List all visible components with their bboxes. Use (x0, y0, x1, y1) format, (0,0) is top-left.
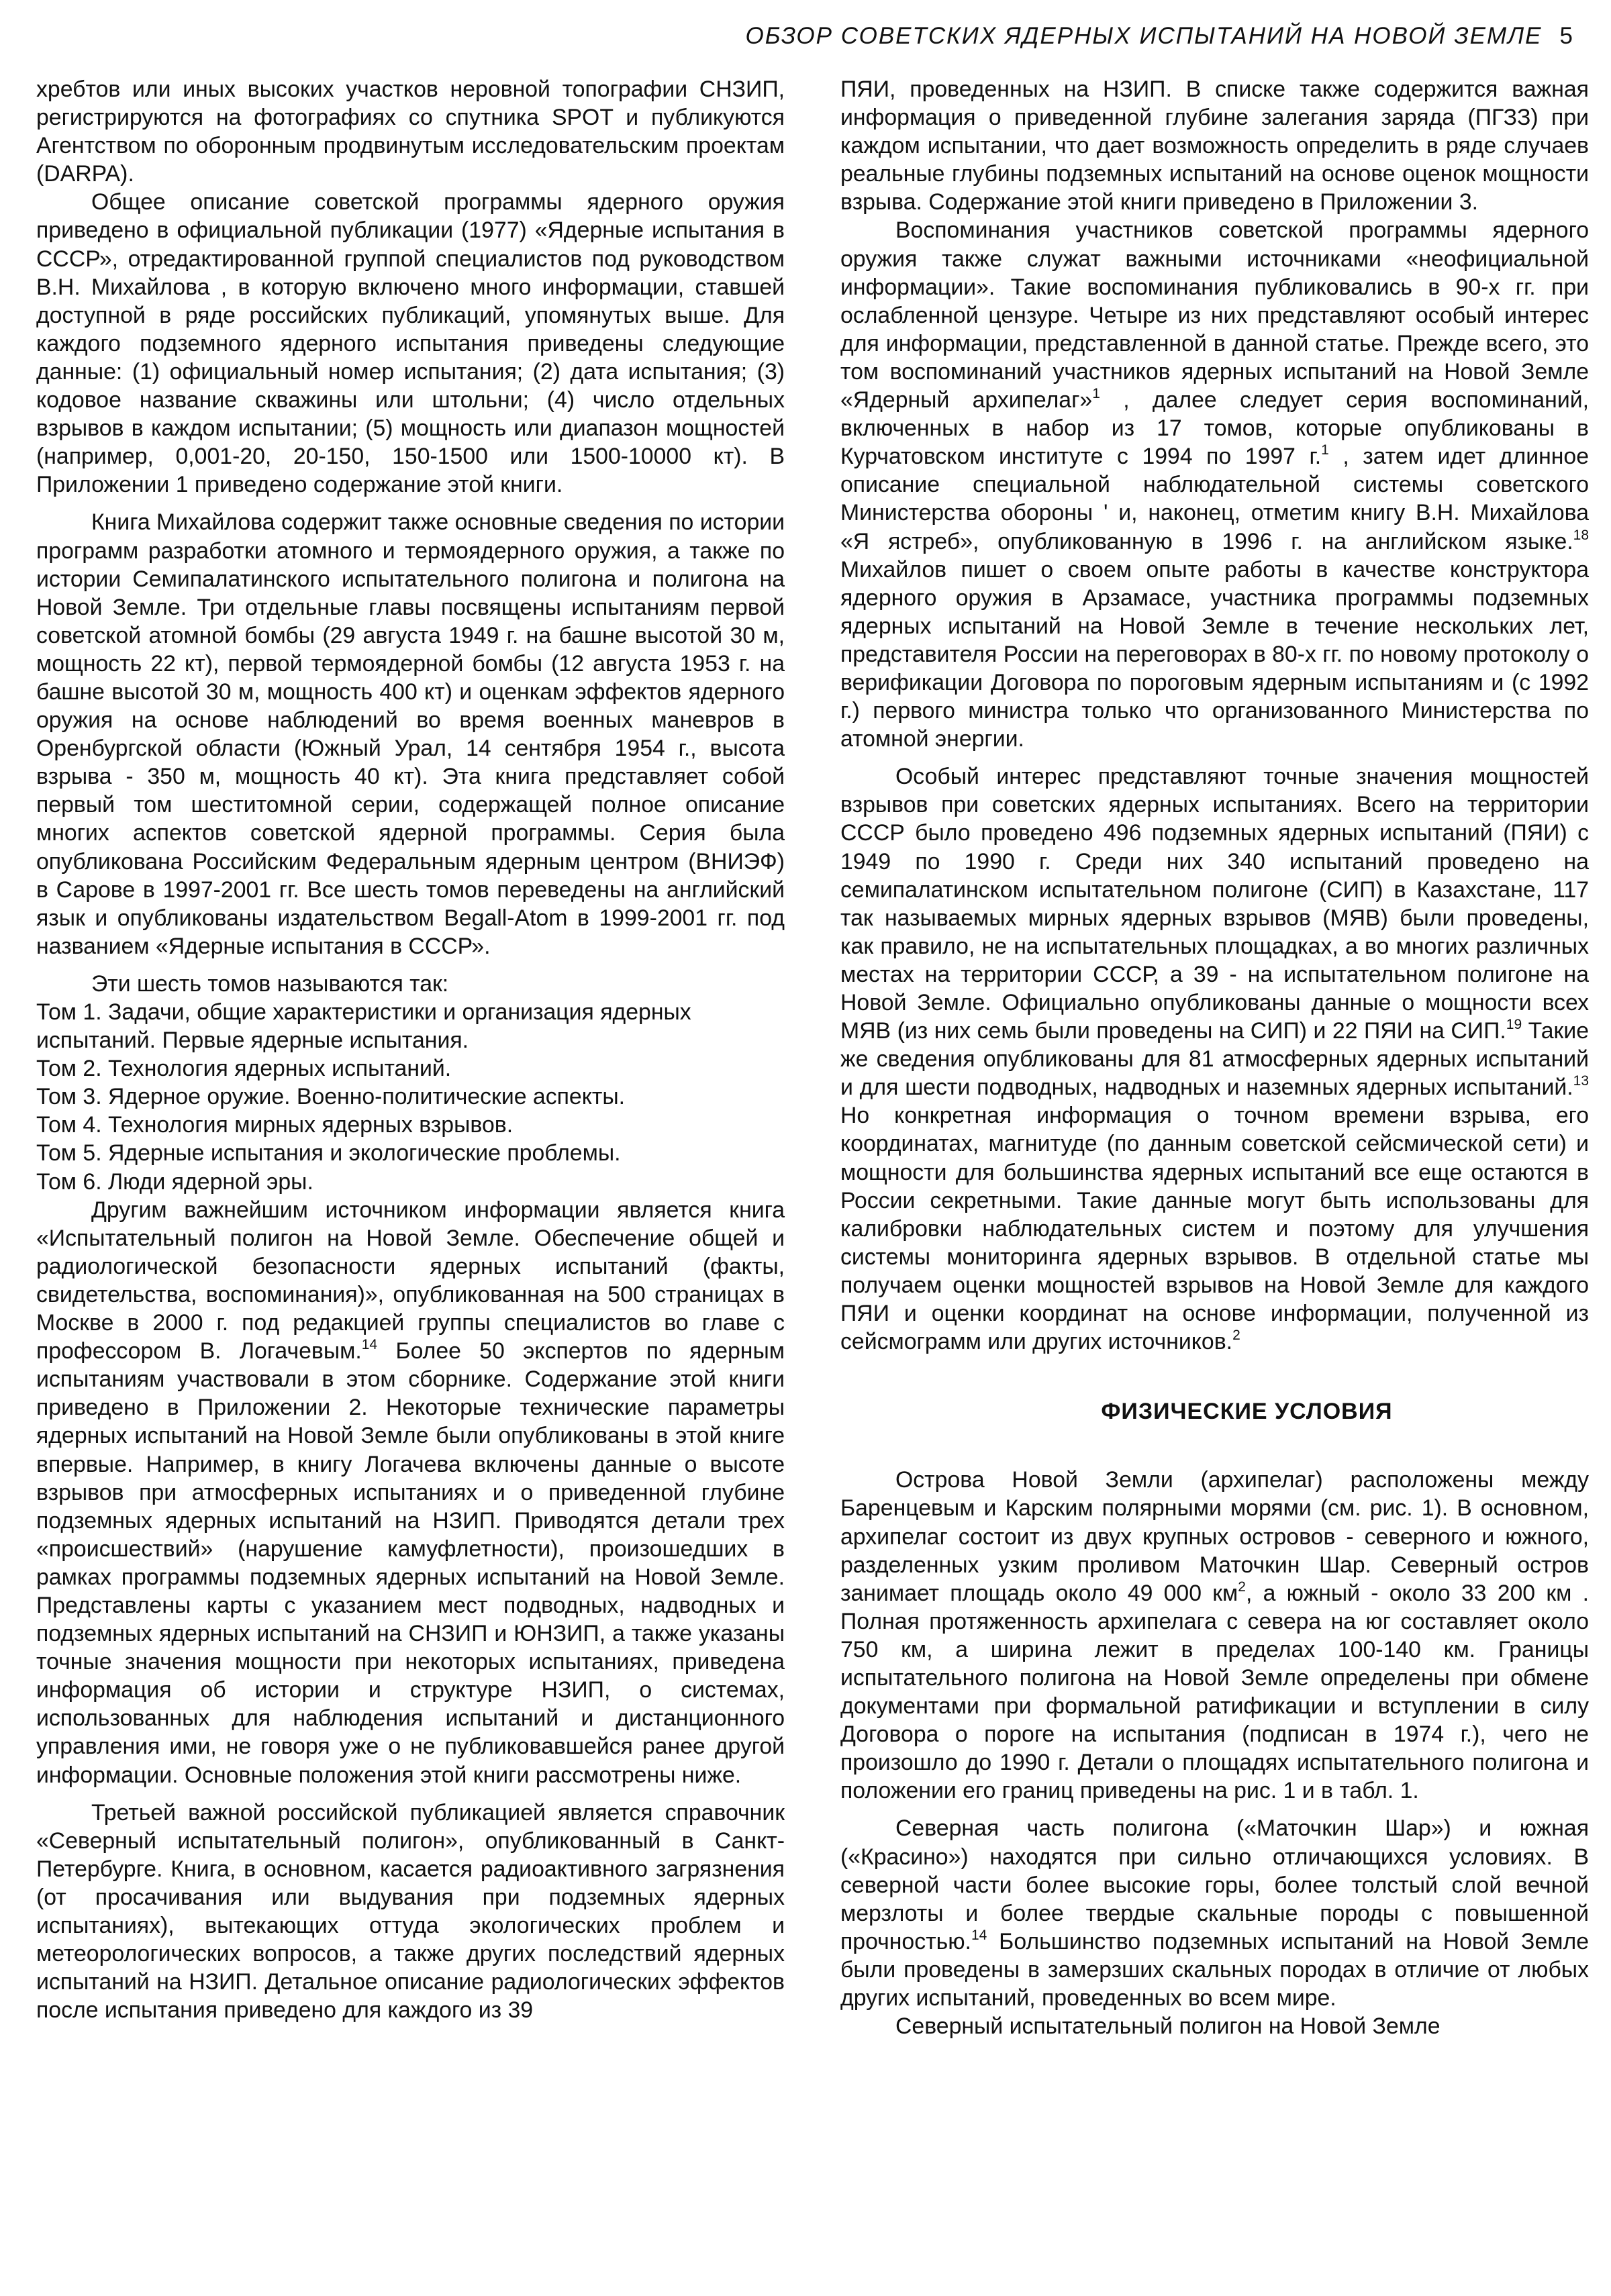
text-run: Михайлов пишет о своем опыте работы в качестве конструктора ядерного оружия в Арзамасе, участника программы подземных ядерных испытаний на Новой Земле в течение нескольких лет, представителя России на переговорах в 80-х гг. по новому протоколу о верификации Договора по пороговым ядерным испытаниям и (с 1992 г.) первого министра только что организованного Министерства по атомной энергии. (840, 556, 1589, 752)
volume-item: Том 2. Технология ядерных испытаний. (36, 1056, 452, 1082)
right-column (840, 75, 1589, 2040)
paragraph: Книга Михайлова содержит также основные сведения по истории программ разработки атомного и термоядерного оружия, а также по истории Семипалатинского испытательного полигона и полигона на Новой Земле. Три отдельные главы посвящены испытаниям первой советской атомной бомбы (29 августа 1949 г. на башне высотой 30 м, мощность 22 кт), первой термоядерной бомбы (12 августа 1953 г. на башне высотой 30 м, мощность 400 кт) и оценкам эффектов ядерного оружия на основе наблюдений во время военных маневров в Оренбургской области (Южный Урал, 14 сентября 1954 г., высота взрыва - 350 м, мощность 40 кт). Эта книга представляет собой первый том шеститомной серии, содержащей полное описание многих аспектов советской ядерной программы. Серия была опубликована Российским Федеральным ядерным центром (ВНИЭФ) в Сарове в 1997-2001 гг. Все шесть томов переведены на английский язык и опубликованы издательством Begall-Atom в 1999-2001 гг. под названием «Ядерные испытания в СССР». (36, 509, 785, 959)
footnote-ref: 1 (1321, 442, 1329, 458)
footnote-ref: 2 (1238, 1579, 1246, 1595)
paragraph: Третьей важной российской публикацией является справочник «Северный испытательный полигон», опубликованный в Санкт-Петербурге. Книга, в основном, касается радиоактивного загрязнения (от просачивания или выдувания при подземных ядерных испытаниях), вытекающих оттуда экологических проблем и метеорологических вопросов, а также других последствий ядерных испытаний на НЗИП. Детальное описание радиологических эффектов после испытания приведено для каждого из 39 (36, 1799, 785, 2024)
paragraph (840, 1814, 1589, 2012)
text-run: , а южный - около 33 200 км . Полная протяженность архипелага с севера на юг составляет около 750 км, а ширина лежит в пределах 100-140 км. Границы испытательного полигона на Новой Земле определены при обмене документами при формальной ратификации и вступлении в силу Договора о пороге на испытания (подписан в 1974 г.), чего не произошло до 1990 г. Детали о площадях испытательного полигона и положении его границ приведены на рис. 1 и в табл. 1. (840, 1580, 1589, 1804)
footnote-ref: 13 (1573, 1073, 1589, 1089)
text-run: Северная часть полигона («Маточкин Шар») и южная («Красино») находятся при сильно отличающихся условиях. В северной части более высокие горы, более толстый слой вечной мерзлоты и более твердые скальные породы с повышенной прочностью. (840, 1815, 1589, 1954)
volume-item: Том 4. Технология мирных ядерных взрывов. (36, 1112, 514, 1138)
footnote-ref: 14 (971, 1927, 987, 1943)
footnote-ref: 19 (1506, 1017, 1522, 1033)
paragraph: ПЯИ, проведенных на НЗИП. В списке также содержится важная информация о приведенной глубине залегания заряда (ПГЗЗ) при каждом испытании, что дает возможность определить в ряде случаев реальные глубины подземных испытаний на основе оценок мощности взрыва. Содержание этой книги приведено в Приложении 3. (840, 77, 1589, 215)
text-run: Воспоминания участников советской программы ядерного оружия также служат важными источниками «неофициальной информации». Такие воспоминания публиковались в 90-х гг. при ослабленной цензуре. Четыре из них представляют особый интерес для информации, представленной в данной статье. Прежде всего, это том воспоминаний участников ядерных испытаний на Новой Земле «Ядерный архипелаг» (840, 217, 1589, 413)
text-run: Но конкретная информация о точном времени взрыва, его координатах, магнитуде (по данным советской сейсмической сети) и мощности для большинства ядерных испытаний все еще остаются в России секретными. Такие данные могут быть использованы для калибровки наблюдательных систем и поэтому для улучшения системы мониторинга ядерных взрывов. В отдельной статье мы получаем оценки мощностей взрывов на Новой Земле для каждого ПЯИ и оценки координат на основе информации, полученной из сейсмограмм или других источников. (840, 1103, 1589, 1355)
text-run: Другим важнейшим источником информации является книга «Испытательный полигон на Новой Земле. Обеспечение общей и радиологической безопасности ядерных испытаний (факты, свидетельства, воспоминания)», опубликованная на 500 страницах в Москве в 2000 г. под редакцией группы специалистов во главе с профессором В. Логачевым. (36, 1197, 785, 1364)
left-column (36, 75, 785, 2024)
paragraph (840, 762, 1589, 1356)
paragraph (840, 1466, 1589, 1805)
running-header (745, 23, 1574, 50)
paragraph: Общее описание советской программы ядерного оружия приведено в официальной публикации (1977) «Ядерные испытания в СССР», отредактированной группой специалистов под руководством В.Н. Михайлова , в которую включено много информации, ставшей доступной в ряде российских публикаций, упомянутых выше. Для каждого подземного ядерного испытания приведены следующие данные: (1) официальный номер испытания; (2) дата испытания; (3) кодовое название скважины или штольни; (4) число отдельных взрывов в каждом испытании; (5) мощность или диапазон мощностей (например, 0,001-20, 20-150, 150-1500 или 1500-10000 кт). В Приложении 1 приведено содержание этой книги. (36, 189, 785, 498)
text-run: , затем идет длинное описание специальной наблюдательной системы советского Министерства обороны ' и, наконец, отметим книгу В.Н. Михайлова «Я ястреб», опубликованную в 1996 г. на английском языке. (840, 444, 1589, 554)
volume-item: Том 1. Задачи, общие характеристики и организация ядерных испытаний. Первые ядерные испытания. (36, 999, 691, 1054)
text-run: Более 50 экспертов по ядерным испытаниям участвовали в этом сборнике. Содержание этой книги приведено в Приложении 2. Некоторые технические параметры ядерных испытаний на Новой Земле были опубликованы в этой книге впервые. Например, в книгу Логачева включены данные о высоте взрывов при атмосферных испытаниях и о приведенной глубине подземных ядерных испытаний на НЗИП. Приводятся детали трех «происшествий» (нарушение камуфлетности), произошедших в рамках программы подземных ядерных испытаний на Новой Земле. Представлены карты с указанием мест подводных, надводных и подземных ядерных испытаний на СНЗИП и ЮНЗИП, а также указаны точные значения мощности при некоторых испытаниях, приведена информация об истории и структуре НЗИП, о системах, использованных для наблюдения испытаний и дистанционного управления ими, не говоря уже о не публиковавшейся ранее другой информации. Основные положения этой книги рассмотрены ниже. (36, 1338, 785, 1788)
text-run: Большинство подземных испытаний на Новой Земле были проведены в замерзших скальных породах в отличие от любых других испытаний, проведенных во всем мире. (840, 1928, 1589, 2011)
paragraph (840, 216, 1589, 753)
page-number: 5 (1559, 23, 1574, 49)
footnote-ref: 1 (1092, 386, 1100, 402)
footnote-ref: 18 (1573, 527, 1589, 543)
text-run: Такие же сведения опубликованы для 81 атмосферных ядерных испытаний и для шести подводных, надводных и наземных ядерных испытаний. (840, 1018, 1589, 1101)
section-heading: ФИЗИЧЕСКИЕ УСЛОВИЯ (1101, 1399, 1393, 1425)
running-title: ОБЗОР СОВЕТСКИХ ЯДЕРНЫХ ИСПЫТАНИЙ НА НОВОЙ ЗЕМЛЕ (745, 23, 1543, 49)
paragraph (36, 1196, 785, 1789)
volume-item: Том 5. Ядерные испытания и экологические проблемы. (36, 1140, 621, 1166)
text-run: Острова Новой Земли (архипелаг) расположены между Баренцевым и Карским полярными морями (см. рис. 1). В основном, архипелаг состоит из двух крупных островов - северного и южного, разделенных узким проливом Маточкин Шар. Северный остров занимает площадь около 49 000 км (840, 1467, 1589, 1606)
text-run: Особый интерес представляют точные значения мощностей взрывов при советских ядерных испытаниях. Всего на территории СССР было проведено 496 подземных ядерных испытаний (ПЯИ) с 1949 по 1990 г. Среди них 340 испытаний проведено на семипалатинском испытательном полигоне (СИП) в Казахстане, 117 так называемых мирных ядерных взрывов (МЯВ) были проведены, как правило, не на испытательных площадках, а во многих различных местах на территории СССР, а 39 - на испытательном полигоне на Новой Земле. Официально опубликованы данные о мощности всех МЯВ (из них семь были проведены на СИП) и 22 ПЯИ на СИП. (840, 764, 1589, 1044)
volume-item: Том 3. Ядерное оружие. Военно-политические аспекты. (36, 1084, 626, 1110)
footnote-ref: 14 (361, 1337, 378, 1353)
volume-item: Том 6. Люди ядерной эры. (36, 1168, 313, 1195)
footnote-ref: 2 (1232, 1328, 1240, 1344)
paragraph: Северный испытательный полигон на Новой Земле (895, 2013, 1441, 2040)
paragraph: хребтов или иных высоких участков неровной топографии СНЗИП, регистрируются на фотографиях со спутника SPOT и публикуются Агентством по оборонным продвинутым исследовательским проектам (DARPA). (36, 77, 785, 187)
volumes-intro: Эти шесть томов называются так: (91, 970, 449, 997)
text-run: , далее следует серия воспоминаний, включенных в набор из 17 томов, которые опубликованы в Курчатовском институте с 1994 по 1997 г. (840, 387, 1589, 470)
